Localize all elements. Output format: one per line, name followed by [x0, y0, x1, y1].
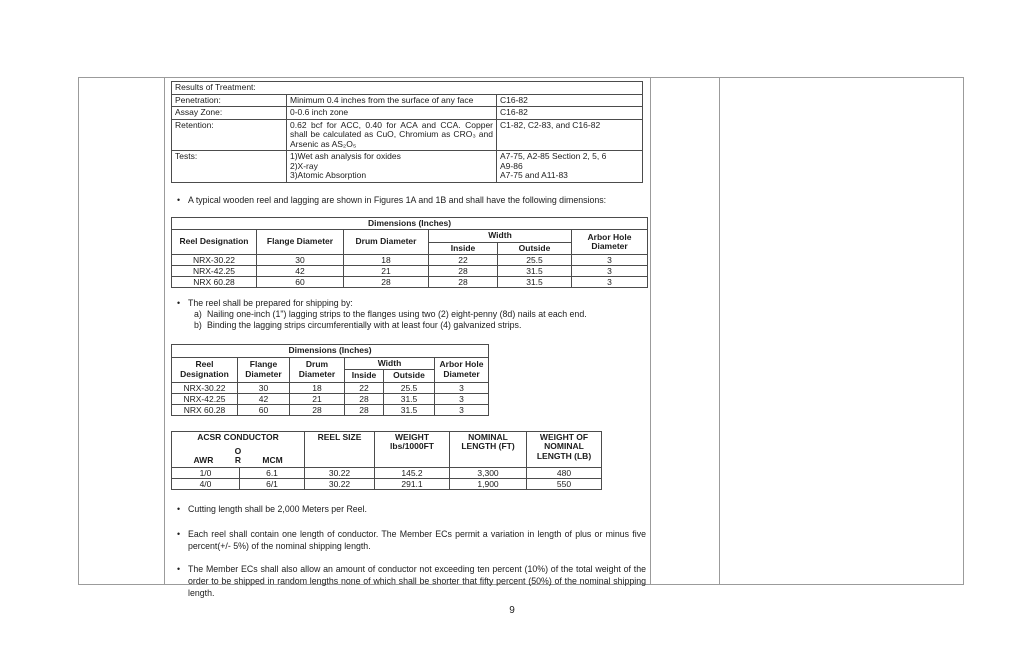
test-line: 2)X-ray — [290, 160, 318, 171]
cell: 28 — [429, 266, 498, 277]
dimensions-table-narrow — [171, 344, 489, 416]
treatment-label: Retention: — [172, 119, 287, 151]
cell: 3 — [572, 266, 648, 277]
cell: 550 — [527, 478, 602, 489]
cell: 22 — [345, 382, 384, 393]
col-header: Inside — [345, 370, 384, 383]
acsr-conductor-table — [171, 431, 602, 490]
outer-column-right — [720, 78, 963, 584]
col-header: Flange Diameter — [238, 357, 290, 382]
ref-line: A7-75, A2-85 Section 2, 5, 6 — [500, 151, 607, 161]
cell: 3 — [435, 382, 489, 393]
cell: 3 — [572, 255, 648, 266]
treatment-label: Tests: — [172, 151, 287, 183]
awr-or-mcm-row — [174, 447, 302, 466]
list-label: a) — [194, 309, 202, 319]
bullet-icon: • — [177, 528, 181, 539]
cell: 25.5 — [498, 255, 572, 266]
list-item — [171, 320, 646, 331]
col-header: Width — [345, 357, 435, 370]
page-number: 9 — [509, 605, 515, 616]
col-header: Arbor Hole Diameter — [435, 357, 489, 382]
bullet-icon: • — [177, 563, 181, 574]
cell: 6/1 — [240, 478, 305, 489]
cell: 31.5 — [498, 266, 572, 277]
cell: 22 — [429, 255, 498, 266]
treatment-value: Minimum 0.4 inches from the surface of any face — [287, 94, 497, 107]
table-row — [172, 94, 643, 107]
awr-label: AWR — [193, 455, 214, 465]
col-header: Width — [429, 230, 572, 243]
col-header: Arbor Hole Diameter — [572, 230, 648, 255]
cell: 3 — [435, 393, 489, 404]
ref-line: A7-75 and A11-83 — [500, 170, 568, 180]
test-line: 1)Wet ash analysis for oxides — [290, 151, 401, 161]
dimensions-table-wide — [171, 217, 648, 289]
col-header: Outside — [498, 242, 572, 255]
bullet-text: The reel shall be prepared for shipping by: — [188, 298, 353, 308]
cell: 6.1 — [240, 467, 305, 478]
cell: 30.22 — [305, 467, 375, 478]
col-header: REEL SIZE — [305, 431, 375, 467]
cell: 28 — [345, 404, 384, 415]
cell: 1,900 — [450, 478, 527, 489]
table-row — [172, 230, 648, 243]
cell: NRX-30.22 — [172, 382, 238, 393]
bullet-item — [171, 297, 646, 309]
table-row — [172, 467, 602, 478]
bullet-text: A typical wooden reel and lagging are shown in Figures 1A and 1B and shall have the following dimensions: — [188, 194, 607, 205]
ref-line: A9-86 — [500, 160, 523, 171]
cell: 1/0 — [172, 467, 240, 478]
cell: 3,300 — [450, 467, 527, 478]
cell: 30 — [238, 382, 290, 393]
treatment-value: 0-0.6 inch zone — [287, 107, 497, 120]
bullet-icon: • — [177, 503, 181, 514]
table-row — [172, 345, 489, 358]
cell: 145.2 — [375, 467, 450, 478]
list-text: Binding the lagging strips circumferentially with at least four (4) galvanized strips. — [207, 320, 522, 330]
test-line: 3)Atomic Absorption — [290, 170, 367, 180]
table-row — [172, 431, 602, 467]
table-row — [172, 277, 648, 288]
cell: 30 — [257, 255, 344, 266]
or-label: OR — [234, 445, 242, 465]
cell: 31.5 — [384, 404, 435, 415]
cell: 42 — [257, 266, 344, 277]
cell: 28 — [290, 404, 345, 415]
col-header: Outside — [384, 370, 435, 383]
table-row — [172, 119, 643, 151]
table-row — [172, 357, 489, 370]
cell: NRX-30.22 — [172, 255, 257, 266]
bullet-item — [171, 528, 646, 552]
treatment-label: Penetration: — [172, 94, 287, 107]
bullet-item — [171, 503, 646, 515]
table-row — [172, 404, 489, 415]
table-row — [172, 478, 602, 489]
table-row — [172, 393, 489, 404]
cell: NRX 60.28 — [172, 404, 238, 415]
treatment-ref: C16-82 — [497, 94, 643, 107]
cell: 25.5 — [384, 382, 435, 393]
cell: NRX 60.28 — [172, 277, 257, 288]
treatment-ref: C1-82, C2-83, and C16-82 — [497, 119, 643, 151]
cell: 480 — [527, 467, 602, 478]
cell: 28 — [429, 277, 498, 288]
cell: 31.5 — [498, 277, 572, 288]
table-row — [172, 217, 648, 230]
col-header: Drum Diameter — [290, 357, 345, 382]
bullet-icon: • — [177, 298, 181, 308]
cell: 291.1 — [375, 478, 450, 489]
mcm-label: MCM — [262, 455, 283, 465]
acsr-conductor-label: ACSR CONDUCTOR — [197, 431, 279, 442]
cell: 21 — [344, 266, 429, 277]
outer-column-middle — [651, 78, 720, 584]
col-header: WEIGHT lbs/1000FT — [375, 431, 450, 467]
cell: NRX-42.25 — [172, 393, 238, 404]
cell: 30.22 — [305, 478, 375, 489]
cell: 31.5 — [384, 393, 435, 404]
col-header: Inside — [429, 242, 498, 255]
cell: 18 — [344, 255, 429, 266]
col-header-acsr-conductor — [172, 431, 305, 467]
dimensions-title: Dimensions (Inches) — [172, 217, 648, 230]
cell: 3 — [572, 277, 648, 288]
outer-column-left — [79, 78, 165, 584]
col-header: Drum Diameter — [344, 230, 429, 255]
results-of-treatment-table — [171, 81, 643, 183]
cell: 28 — [344, 277, 429, 288]
bullet-item — [171, 563, 646, 599]
cell: 60 — [238, 404, 290, 415]
treatment-label: Assay Zone: — [172, 107, 287, 120]
list-label: b) — [194, 320, 202, 330]
col-header: NOMINAL LENGTH (FT) — [450, 431, 527, 467]
bullet-text: Each reel shall contain one length of conductor. The Member ECs permit a variation in length of plus or minus five percent(+/- 5%) of the nominal shipping length. — [188, 528, 646, 551]
bullet-icon: • — [177, 194, 181, 205]
bullet-text: The Member ECs shall also allow an amount of conductor not exceeding ten percent (10%) of the total weight of the order to be shipped in random lengths none of which shall be shorter that fifty percent (50%) of the nominal shipping length. — [188, 563, 646, 598]
cell: 60 — [257, 277, 344, 288]
list-text: Nailing one-inch (1") lagging strips to the flanges using two (2) eight-penny (8d) nails at each end. — [207, 309, 587, 319]
treatment-value: 0.62 bcf for ACC, 0.40 for ACA and CCA. Copper shall be calculated as CuO, Chromium as CRO₃ and Arsenic as AS₂O₅ — [287, 119, 497, 151]
cell: 18 — [290, 382, 345, 393]
col-header: Flange Diameter — [257, 230, 344, 255]
table-row — [172, 266, 648, 277]
col-header: WEIGHT OF NOMINAL LENGTH (LB) — [527, 431, 602, 467]
cell: 3 — [435, 404, 489, 415]
cell: 4/0 — [172, 478, 240, 489]
outer-table — [78, 77, 964, 598]
cell: 21 — [290, 393, 345, 404]
table-row — [172, 107, 643, 120]
dimensions-title: Dimensions (Inches) — [172, 345, 489, 358]
col-header: Reel Designation — [172, 357, 238, 382]
col-header: Reel Designation — [172, 230, 257, 255]
treatment-title: Results of Treatment: — [172, 82, 643, 95]
content-column — [165, 78, 651, 598]
cell: NRX-42.25 — [172, 266, 257, 277]
table-row — [172, 82, 643, 95]
treatment-value — [287, 151, 497, 183]
list-item — [171, 309, 646, 320]
bullet-text: Cutting length shall be 2,000 Meters per Reel. — [188, 503, 367, 514]
table-row — [172, 382, 489, 393]
table-row — [172, 255, 648, 266]
treatment-ref — [497, 151, 643, 183]
cell: 28 — [345, 393, 384, 404]
table-row — [172, 151, 643, 183]
bullet-item — [171, 194, 646, 206]
treatment-ref: C16-82 — [497, 107, 643, 120]
cell: 42 — [238, 393, 290, 404]
